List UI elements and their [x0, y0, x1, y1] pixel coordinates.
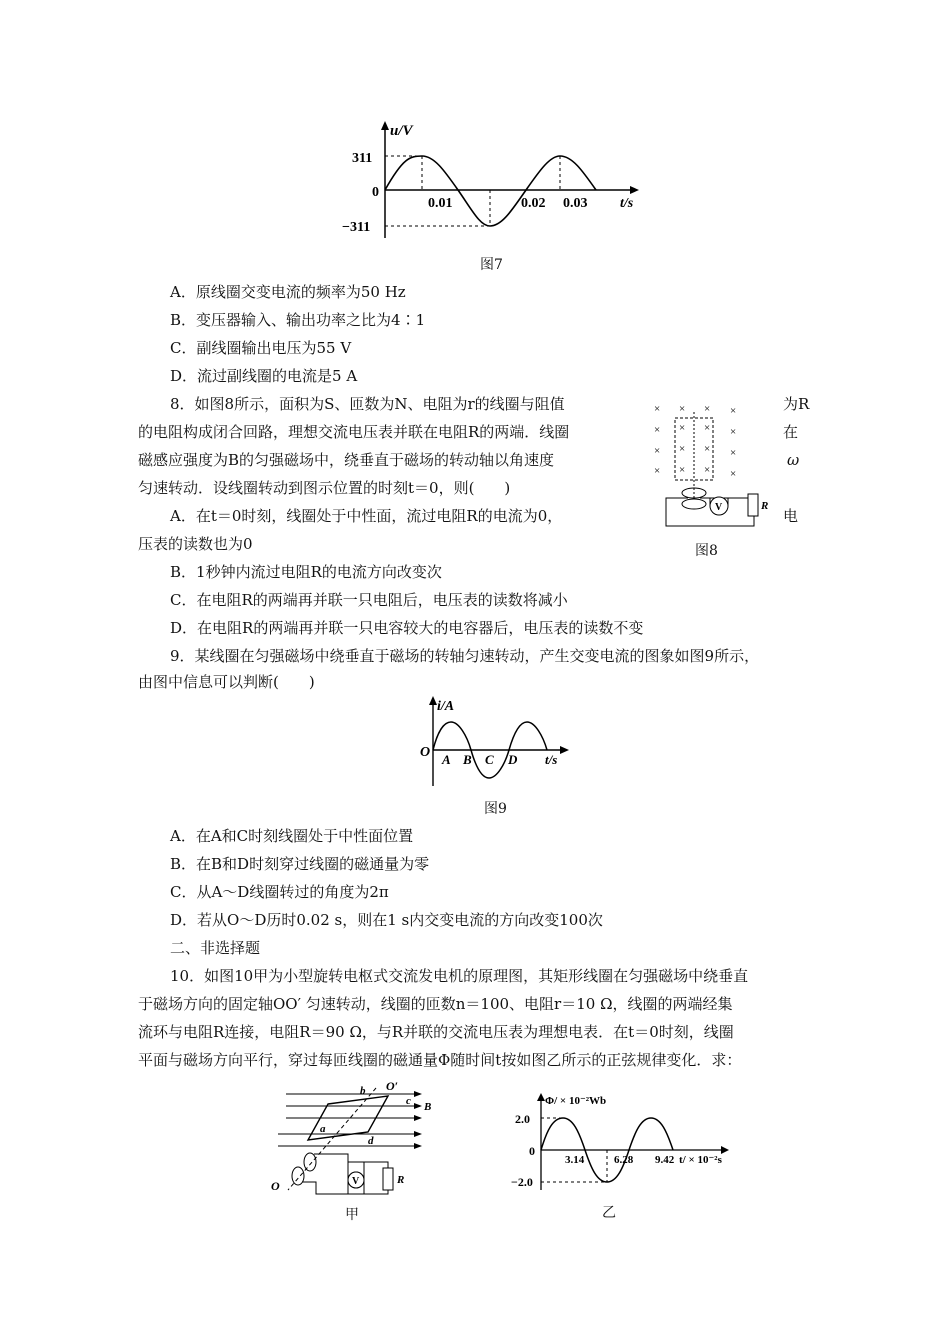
fig7-tick-311: 311	[352, 151, 373, 166]
fig10a-label-c: c	[406, 1095, 411, 1107]
fig9-xlabel: t/s	[545, 752, 558, 767]
svg-text:×: ×	[654, 445, 661, 457]
q8-option-d: D．在电阻R的两端再并联一只电容较大的电容器后，电压表的读数不变	[170, 619, 644, 637]
q8-line-2: 的电阻构成闭合回路，理想交流电压表并联在电阻R的两端．线圈	[138, 423, 570, 441]
q8-option-a-1: A．在t＝0时刻，线圈处于中性面，流过电阻R的电流为0，	[170, 507, 563, 525]
q7-option-b: B．变压器输入、输出功率之比为4∶1	[170, 311, 426, 329]
fig7-ylabel: u/V	[390, 123, 413, 139]
q7-option-c: C．副线圈输出电压为55 V	[170, 339, 352, 357]
fig10a-label-d: d	[368, 1135, 374, 1147]
fig9-point-b: B	[463, 752, 472, 767]
figure-10a-generator	[268, 1082, 438, 1200]
q8-line-1-end: 为R	[783, 395, 810, 413]
q8-line-3: 磁感应强度为B的匀强磁场中，绕垂直于磁场的转动轴以角速度	[138, 451, 555, 469]
fig7-tick-neg311: −311	[342, 220, 371, 235]
fig7-tick-0: 0	[372, 185, 379, 200]
svg-text:×: ×	[730, 405, 737, 417]
section-2-heading: 二、非选择题	[170, 939, 261, 957]
fig10a-label-bfield: B	[424, 1101, 432, 1113]
q10-line-1: 10．如图10甲为小型旋转电枢式交流发电机的原理图，其矩形线圈在匀强磁场中绕垂直	[170, 967, 749, 985]
svg-text:×: ×	[730, 426, 737, 438]
fig7-tick-003: 0.03	[563, 196, 588, 211]
figure-7-graph	[330, 118, 650, 243]
q10-line-2: 于磁场方向的固定轴OO′ 匀速转动，线圈的匝数n＝100、电阻r＝10 Ω，线圈的两端经集	[138, 995, 733, 1013]
fig7-xlabel: t/s	[620, 196, 634, 211]
q8-line-1: 8．如图8所示，面积为S、匝数为N、电阻为r的线圈与阻值	[170, 395, 565, 413]
q10-line-4: 平面与磁场方向平行，穿过每匝线圈的磁通量Φ随时间t按如图乙所示的正弦规律变化．求：	[138, 1051, 742, 1069]
svg-text:×: ×	[679, 403, 686, 415]
q9-option-d: D．若从O～D历时0.02 s，则在1 s内交变电流的方向改变100次	[170, 911, 603, 929]
q10-line-3: 流环与电阻R连接，电阻R＝90 Ω，与R并联的交流电压表为理想电表．在t＝0时刻，线圈	[138, 1023, 734, 1041]
svg-text:×: ×	[730, 447, 737, 459]
q8-option-b: B．1秒钟内流过电阻R的电流方向改变次	[170, 563, 442, 581]
svg-text:×: ×	[654, 424, 661, 436]
fig10a-label-o2: O′	[386, 1082, 399, 1093]
fig8-voltmeter-label: V	[715, 502, 723, 513]
fig9-point-d: D	[508, 752, 518, 767]
svg-text:×: ×	[654, 403, 661, 415]
q8-option-a-2: 压表的读数也为0	[138, 535, 253, 553]
fig10a-caption: 甲	[345, 1207, 359, 1223]
svg-text:×: ×	[730, 468, 737, 480]
fig10b-tick-0: 0	[529, 1144, 535, 1158]
svg-text:×: ×	[704, 422, 711, 434]
fig10a-resistor-label: R	[397, 1174, 405, 1186]
fig9-origin: O	[420, 745, 431, 760]
q7-option-d: D．流过副线圈的电流是5 A	[170, 367, 358, 385]
fig9-point-a: A	[442, 752, 451, 767]
fig9-point-c: C	[485, 752, 494, 767]
fig10b-caption: 乙	[602, 1205, 616, 1221]
q8-line-2-end: 在	[783, 423, 799, 441]
fig9-caption: 图9	[484, 801, 507, 817]
fig10a-label-a: a	[320, 1123, 326, 1135]
q9-option-c: C．从A～D线圈转过的角度为2π	[170, 883, 389, 901]
fig7-caption: 图7	[480, 257, 503, 273]
figure-8-circuit	[648, 398, 778, 530]
fig8-caption: 图8	[695, 543, 718, 559]
q9-option-b: B．在B和D时刻穿过线圈的磁通量为零	[170, 855, 430, 873]
fig10b-ylabel: Φ/ × 10⁻²Wb	[545, 1095, 607, 1107]
fig10a-label-b: b	[360, 1085, 366, 1097]
svg-text:×: ×	[654, 465, 661, 477]
fig10b-tick-942: 9.42	[655, 1154, 675, 1166]
q8-line-4: 匀速转动．设线圈转动到图示位置的时刻t＝0，则( )	[138, 479, 511, 497]
q7-option-a: A．原线圈交变电流的频率为50 Hz	[170, 283, 406, 301]
q8-option-a-1-end: 电	[783, 507, 799, 525]
svg-text:×: ×	[679, 443, 686, 455]
fig8-resistor-label: R	[761, 500, 769, 512]
fig10b-tick-314: 3.14	[565, 1154, 585, 1166]
q8-option-c: C．在电阻R的两端再并联一只电阻后，电压表的读数将减小	[170, 591, 568, 609]
figure-10b-flux-graph	[505, 1090, 735, 1194]
q9-line-2: 由图中信息可以判断( )	[138, 673, 315, 691]
svg-text:×: ×	[679, 422, 686, 434]
svg-text:×: ×	[704, 464, 711, 476]
fig10b-tick-628: 6.28	[614, 1154, 634, 1166]
fig10b-tick-p2: 2.0	[515, 1112, 530, 1126]
fig10a-label-o: O	[271, 1179, 280, 1193]
q9-line-1: 9．某线圈在匀强磁场中绕垂直于磁场的转轴匀速转动，产生交变电流的图象如图9所示，	[170, 647, 760, 665]
svg-text:×: ×	[704, 403, 711, 415]
fig10a-voltmeter-label: V	[352, 1176, 360, 1187]
svg-text:×: ×	[704, 443, 711, 455]
fig10b-tick-n2: −2.0	[511, 1175, 533, 1189]
svg-text:×: ×	[679, 464, 686, 476]
fig7-tick-002: 0.02	[521, 196, 546, 211]
q9-option-a: A．在A和C时刻线圈处于中性面位置	[170, 827, 414, 845]
q8-line-3-end: ω	[787, 451, 800, 469]
fig7-tick-001: 0.01	[428, 196, 453, 211]
figure-9-graph	[415, 694, 585, 790]
fig9-ylabel: i/A	[437, 699, 455, 714]
fig10b-xlabel: t/ × 10⁻²s	[679, 1154, 722, 1166]
